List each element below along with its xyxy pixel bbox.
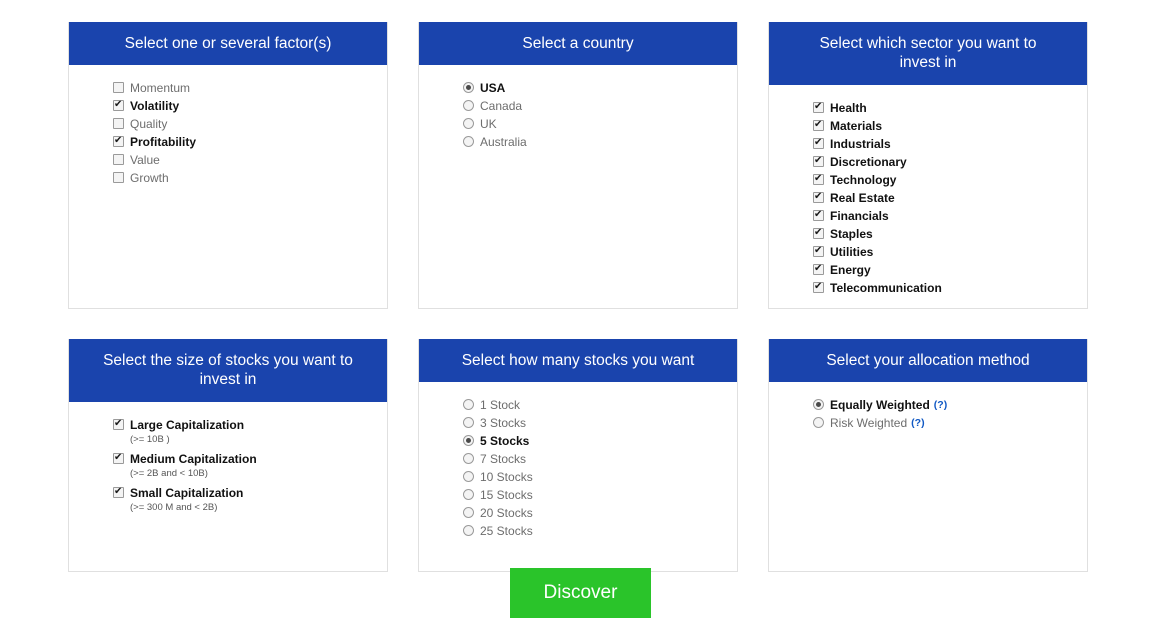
radio-canada[interactable]: [441, 99, 715, 114]
option-label: Australia: [480, 135, 527, 150]
radio-dot[interactable]: [463, 525, 474, 536]
radio-dot[interactable]: [463, 435, 474, 446]
option-label: 7 Stocks: [480, 452, 527, 467]
checkbox-health[interactable]: [791, 101, 1065, 116]
card-factors-body: [69, 65, 387, 308]
large-cap-note: (>= 10B ): [130, 433, 170, 445]
checkbox-box[interactable]: [813, 210, 824, 221]
medium-cap-note: (>= 2B and < 10B): [130, 467, 208, 479]
grid-row-2: [68, 339, 1088, 572]
option-label: Telecommunication: [830, 280, 942, 295]
radio-equally-weighted[interactable]: [791, 398, 1065, 413]
checkbox-box[interactable]: [113, 487, 124, 498]
option-label: 1 Stock: [480, 398, 521, 413]
radio-dot[interactable]: [463, 136, 474, 147]
option-label: Medium Capitalization: [130, 451, 257, 466]
checkbox-box[interactable]: [813, 138, 824, 149]
option-label: Discretionary: [830, 154, 907, 169]
option-label: Equally Weighted: [830, 398, 930, 413]
card-count-title: Select how many stocks you want: [419, 339, 737, 382]
option-label: 3 Stocks: [480, 416, 527, 431]
option-label: 15 Stocks: [480, 488, 533, 503]
option-label: 25 Stocks: [480, 524, 533, 539]
checkbox-staples[interactable]: [791, 227, 1065, 242]
card-sector-title: Select which sector you want to invest in: [769, 22, 1087, 85]
radio-1-stock[interactable]: [441, 398, 715, 413]
radio-risk-weighted[interactable]: [791, 416, 1065, 431]
card-factors: [68, 22, 388, 309]
option-label: 5 Stocks: [480, 434, 530, 449]
option-label: Energy: [830, 262, 871, 277]
option-label: 10 Stocks: [480, 470, 533, 485]
checkbox-box[interactable]: [113, 453, 124, 464]
checkbox-energy[interactable]: [791, 263, 1065, 278]
card-sector-body: [769, 85, 1087, 313]
radio-dot[interactable]: [463, 489, 474, 500]
option-label: Real Estate: [830, 190, 895, 205]
discover-button[interactable]: Discover: [510, 568, 652, 618]
option-label: Value: [130, 153, 160, 168]
option-label: Industrials: [830, 136, 891, 151]
radio-dot[interactable]: [463, 82, 474, 93]
checkbox-box[interactable]: [113, 118, 124, 129]
radio-dot[interactable]: [463, 453, 474, 464]
checkbox-box[interactable]: [113, 82, 124, 93]
radio-25-stocks[interactable]: [441, 524, 715, 539]
checkbox-box[interactable]: [813, 156, 824, 167]
option-label: Technology: [830, 172, 897, 187]
card-allocation-body: [769, 382, 1087, 571]
option-label: 20 Stocks: [480, 506, 533, 521]
card-allocation-title: Select your allocation method: [769, 339, 1087, 382]
option-label: Small Capitalization: [130, 485, 244, 500]
card-size: [68, 339, 388, 572]
checkbox-large-cap[interactable]: [91, 418, 365, 433]
card-country: [418, 22, 738, 309]
checkbox-momentum[interactable]: [91, 81, 365, 96]
option-label: Quality: [130, 117, 168, 132]
grid-row-1: [68, 22, 1088, 309]
checkbox-technology[interactable]: [791, 173, 1065, 188]
checkbox-real-estate[interactable]: [791, 191, 1065, 206]
small-cap-note: (>= 300 M and < 2B): [130, 501, 218, 513]
checkbox-box[interactable]: [113, 172, 124, 183]
card-count: [418, 339, 738, 572]
radio-dot[interactable]: [813, 417, 824, 428]
checkbox-industrials[interactable]: [791, 137, 1065, 152]
option-label: Financials: [830, 208, 889, 223]
checkbox-financials[interactable]: [791, 209, 1065, 224]
card-country-body: [419, 65, 737, 308]
checkbox-small-cap[interactable]: [91, 486, 365, 501]
option-label: Profitability: [130, 135, 197, 150]
checkbox-profitability[interactable]: [91, 135, 365, 150]
checkbox-box[interactable]: [813, 120, 824, 131]
checkbox-box[interactable]: [813, 246, 824, 257]
option-label: Health: [830, 100, 867, 115]
checkbox-box[interactable]: [813, 228, 824, 239]
radio-dot[interactable]: [463, 118, 474, 129]
card-factors-title: Select one or several factor(s): [69, 22, 387, 65]
checkbox-box[interactable]: [813, 282, 824, 293]
checkbox-box[interactable]: [113, 136, 124, 147]
checkbox-box[interactable]: [113, 419, 124, 430]
checkbox-box[interactable]: [813, 264, 824, 275]
card-sector: [768, 22, 1088, 309]
radio-usa[interactable]: [441, 81, 715, 96]
radio-dot[interactable]: [463, 100, 474, 111]
card-size-title: Select the size of stocks you want to invest in: [69, 339, 387, 402]
option-label: UK: [480, 117, 497, 132]
card-size-body: [69, 402, 387, 571]
card-count-body: [419, 382, 737, 571]
checkbox-materials[interactable]: [791, 119, 1065, 134]
radio-5-stocks[interactable]: [441, 434, 715, 449]
radio-australia[interactable]: [441, 135, 715, 150]
checkbox-box[interactable]: [813, 174, 824, 185]
radio-dot[interactable]: [813, 399, 824, 410]
checkbox-quality[interactable]: [91, 117, 365, 132]
option-label: Canada: [480, 99, 523, 114]
card-allocation: [768, 339, 1088, 572]
radio-dot[interactable]: [463, 471, 474, 482]
radio-dot[interactable]: [463, 507, 474, 518]
checkbox-box[interactable]: [113, 100, 124, 111]
checkbox-box[interactable]: [113, 154, 124, 165]
checkbox-value[interactable]: [91, 153, 365, 168]
option-label: Materials: [830, 118, 883, 133]
option-label: Staples: [830, 226, 873, 241]
radio-20-stocks[interactable]: [441, 506, 715, 521]
option-label: USA: [480, 81, 506, 96]
option-label: Momentum: [130, 81, 191, 96]
radio-dot[interactable]: [463, 399, 474, 410]
checkbox-box[interactable]: [813, 102, 824, 113]
option-label: Risk Weighted: [830, 416, 908, 431]
checkbox-growth[interactable]: [91, 171, 365, 186]
option-label: Large Capitalization: [130, 417, 245, 432]
checkbox-discretionary[interactable]: [791, 155, 1065, 170]
radio-uk[interactable]: [441, 117, 715, 132]
option-label: Growth: [130, 171, 169, 186]
submit-row: [0, 568, 1161, 618]
help-icon-equally-weighted[interactable]: (?): [933, 399, 948, 412]
help-icon-risk-weighted[interactable]: (?): [911, 417, 925, 430]
card-country-title: Select a country: [419, 22, 737, 65]
radio-dot[interactable]: [463, 417, 474, 428]
radio-3-stocks[interactable]: [441, 416, 715, 431]
checkbox-box[interactable]: [813, 192, 824, 203]
checkbox-medium-cap[interactable]: [91, 452, 365, 467]
checkbox-utilities[interactable]: [791, 245, 1065, 260]
radio-15-stocks[interactable]: [441, 488, 715, 503]
radio-10-stocks[interactable]: [441, 470, 715, 485]
options-grid: [68, 22, 1088, 572]
radio-7-stocks[interactable]: [441, 452, 715, 467]
option-label: Volatility: [130, 99, 180, 114]
checkbox-telecommunication[interactable]: [791, 281, 1065, 296]
option-label: Utilities: [830, 244, 874, 259]
checkbox-volatility[interactable]: [91, 99, 365, 114]
